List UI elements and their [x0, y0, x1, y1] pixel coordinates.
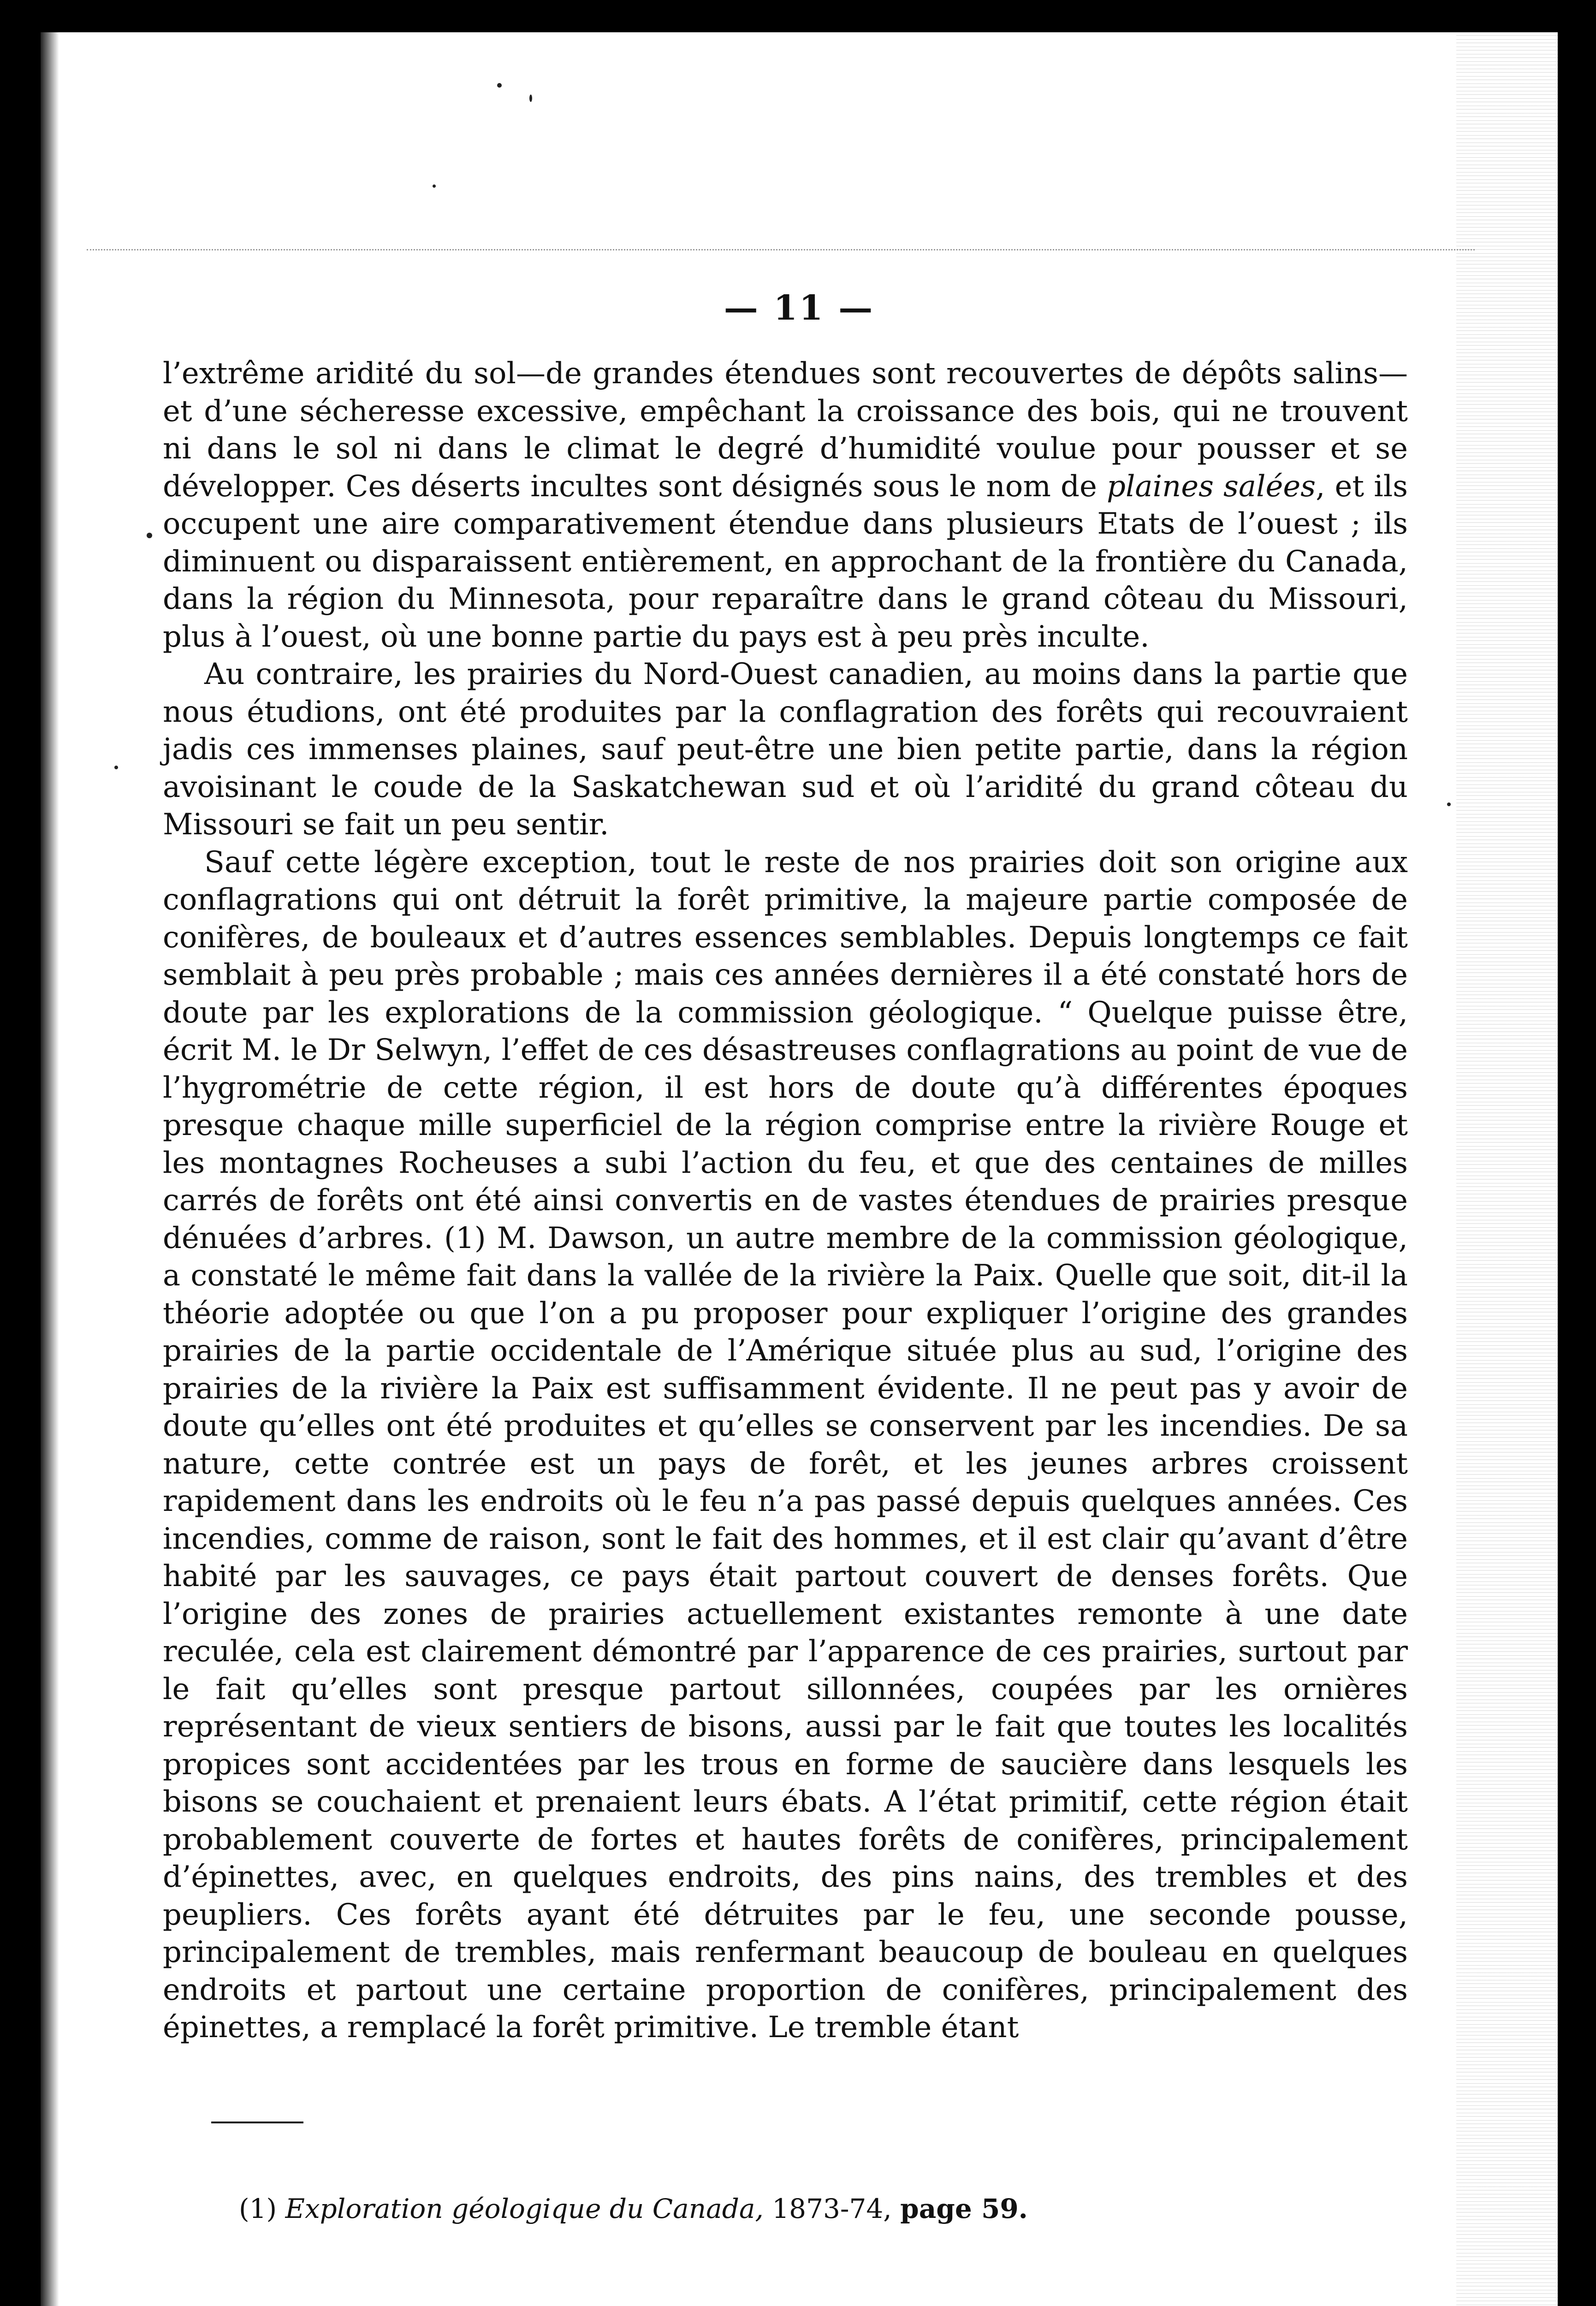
header-dotted-rule: [87, 249, 1475, 250]
page-gutter-shadow: [41, 32, 59, 2306]
paragraph-prairies-origin: Au contraire, les prairies du Nord-Ouest canadien, au moins dans la partie que nous étudions, ont été produites par la conflagration des forêts qui recouvraient jadis ces immenses plaines, sauf peut-être une bien petite partie, dans la région avoisinant le coude de la Saskatchewan sud et où l’aridité du grand côteau du Missouri se fait un peu sentir.: [163, 657, 1408, 842]
book-page: [41, 32, 1558, 2306]
paragraph-continuation: l’extrême aridité du sol—de grandes étendues sont recouvertes de dépôts salins—et d’une sécheresse excessive, empêchant la croissance des bois, qui ne trouvent ni dans le sol ni dans le climat le degré d’humidité voulue pour pousser et se développer. Ces déserts incultes sont désignés sous le nom de plaines salées, et ils occupent une aire comparativement étendue dans plusieurs Etats de l’ouest ; ils diminuent ou disparaissent entièrement, en approchant de la frontière du Canada, dans la région du Minnesota, pour reparaître dans le grand côteau du Missouri, plus à l’ouest, où une bonne partie du pays est à peu près inculte.: [163, 357, 1408, 654]
page-number: — 11 —: [724, 288, 875, 328]
footnote-years: 1873-74,: [772, 2193, 892, 2224]
italic-term: plaines salées: [1106, 469, 1316, 504]
footnote: [239, 2193, 1028, 2224]
page-edge-noise: [1456, 32, 1558, 2306]
scan-speck: [433, 184, 436, 188]
scan-speck: [114, 766, 118, 769]
paragraph-conflagrations: Sauf cette légère exception, tout le reste de nos prairies doit son origine aux conflagrations qui ont détruit la forêt primitive, la majeure partie composée de conifères, de bouleaux et d’autres essences semblables. Depuis longtemps ce fait semblait à peu près probable ; mais ces années dernières il a été constaté hors de doute par les explorations de la commission géologique. “ Quelque puisse être, écrit M. le Dr Selwyn, l’effet de ces désastreuses conflagrations au point de vue de l’hygrométrie de cette région, il est hors de doute qu’à différentes époques presque chaque mille superficiel de la région comprise entre la rivière Rouge et les montagnes Rocheuses a subi l’action du feu, et que des centaines de milles carrés de forêts ont été ainsi convertis en de vastes étendues de prairies presque dénuées d’arbres. (1) M. Dawson, un autre membre de la commission géologique, a constaté le même fait dans la vallée de la rivière la Paix. Quelle que soit, dit-il la théorie adoptée ou que l’on a pu proposer pour expliquer l’origine des grandes prairies de la partie occidentale de l’Amérique située plus au sud, l’origine des prairies de la rivière la Paix est suffisamment évidente. Il ne peut pas y avoir de doute qu’elles ont été produites et qu’elles se conservent par les incendies. De sa nature, cette contrée est un pays de forêt, et les jeunes arbres croissent rapidement dans les endroits où le feu n’a pas passé depuis quelques années. Ces incendies, comme de raison, sont le fait des hommes, et il est clair qu’avant d’être habité par les sauvages, ce pays était partout couvert de denses forêts. Que l’origine des zones de prairies actuellement existantes remonte à une date reculée, cela est clairement démontré par l’apparence de ces prairies, surtout par le fait qu’elles sont presque partout sillonnées, coupées par les ornières représentant de vieux sentiers de bisons, aussi par le fait que toutes les localités propices sont accidentées par les trous en forme de saucière dans lesquels les bisons se couchaient et prenaient leurs ébats. A l’état primitif, cette région était probablement couverte de fortes et hautes forêts de conifères, principalement d’épinettes, avec, en quelques endroits, des pins nains, des trembles et des peupliers. Ces forêts ayant été détruites par le feu, une seconde pousse, principalement de trembles, mais renfermant beaucoup de bouleau en quelques endroits et partout une certaine proportion de conifères, principalement des épinettes, a remplacé la forêt primitive. Le tremble étant: [163, 845, 1408, 2044]
scan-speck: [147, 533, 152, 538]
scan-speck: [497, 83, 502, 88]
scan-speck: [1447, 802, 1451, 806]
body-text: [163, 355, 1408, 2047]
footnote-title: Exploration géologique du Canada,: [285, 2193, 764, 2224]
footnote-page: page 59.: [900, 2193, 1028, 2224]
footnote-marker: (1): [239, 2193, 277, 2224]
scan-speck: [529, 95, 532, 102]
footnote-rule: [211, 2122, 303, 2123]
